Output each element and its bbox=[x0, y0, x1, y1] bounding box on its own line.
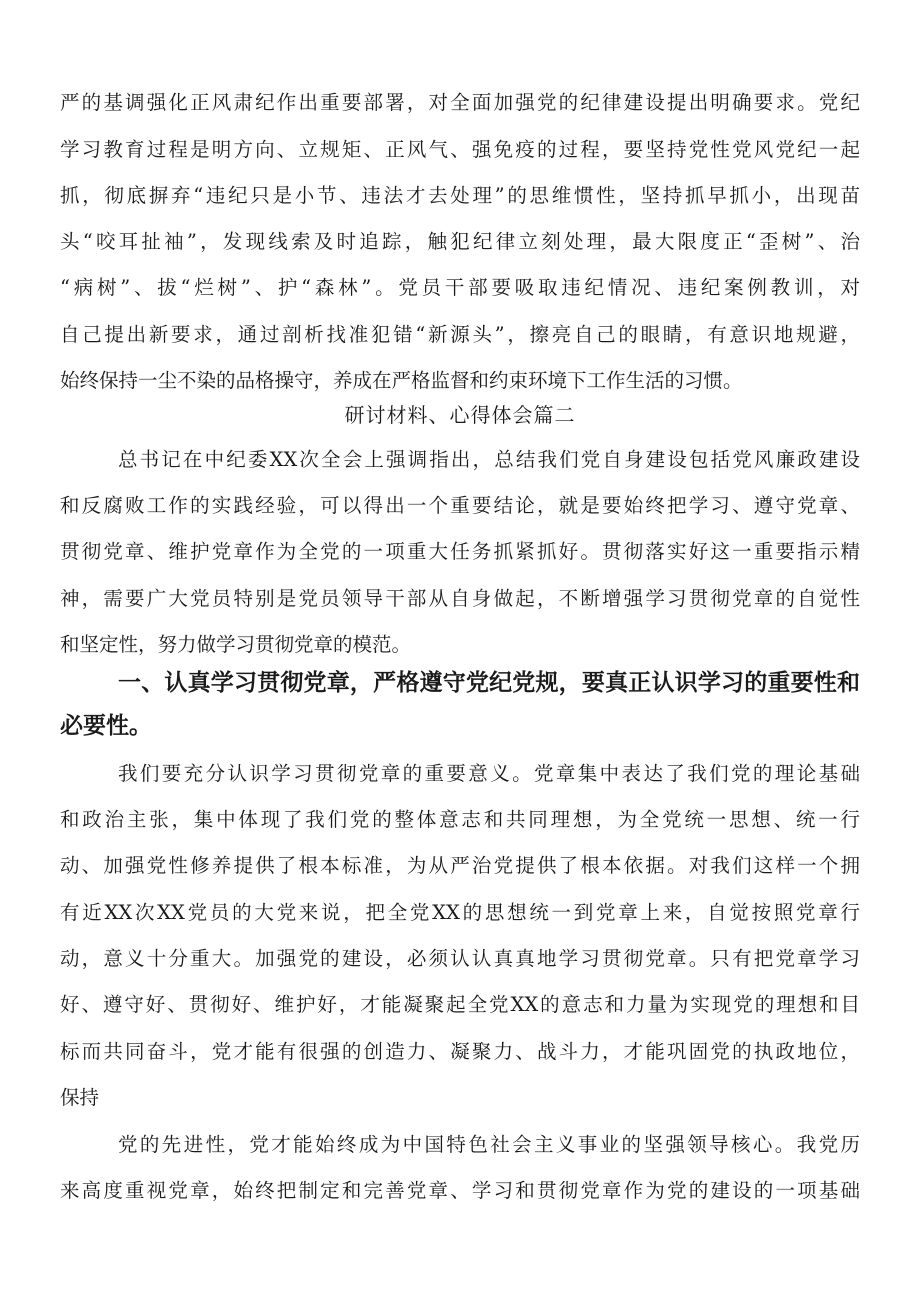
paragraph-line: 自己提出新要求，通过剖析找准犯错“新源头”，擦亮自己的眼睛，有意识地规避， bbox=[60, 323, 860, 346]
paragraph-line: 神，需要广大党员特别是党员领导干部从自身做起，不断增强学习贯彻党章的自觉性 bbox=[60, 587, 860, 610]
section-heading: 必要性。 bbox=[60, 713, 152, 739]
section-heading: 一、认真学习贯彻党章，严格遵守党纪党规，要真正认识学习的重要性和 bbox=[118, 670, 860, 696]
paragraph-line: 总书记在中纪委XX次全会上强调指出，总结我们党自身建设包括党风廉政建设 bbox=[118, 448, 860, 471]
paragraph-line: 动，意义十分重大。加强党的建设，必须认认真真地学习贯彻党章。只有把党章学习 bbox=[60, 947, 860, 970]
paragraph-line: “病树”、拔“烂树”、护“森林”。党员干部要吸取违纪情况、违纪案例教训，对 bbox=[60, 276, 860, 299]
paragraph-line: 严的基调强化正风肃纪作出重要部署，对全面加强党的纪律建设提出明确要求。党纪 bbox=[60, 91, 860, 114]
paragraph-line: 学习教育过程是明方向、立规矩、正风气、强免疫的过程，要坚持党性党风党纪一起 bbox=[60, 138, 860, 161]
paragraph-line: 好、遵守好、贯彻好、维护好，才能凝聚起全党XX的意志和力量为实现党的理想和目 bbox=[60, 993, 860, 1016]
paragraph-line: 头“咬耳扯袖”，发现线索及时追踪，触犯纪律立刻处理，最大限度正“歪树”、治 bbox=[60, 230, 860, 253]
paragraph-line: 有近XX次XX党员的大党来说，把全党XX的思想统一到党章上来，自觉按照党章行 bbox=[60, 901, 860, 924]
paragraph-line: 来高度重视党章，始终把制定和完善党章、学习和贯彻党章作为党的建设的一项基础 bbox=[60, 1179, 860, 1202]
paragraph-line: 动、加强党性修养提供了根本标准，为从严治党提供了根本依据。对我们这样一个拥 bbox=[60, 854, 860, 877]
paragraph-line: 贯彻党章、维护党章作为全党的一项重大任务抓紧抓好。贯彻落实好这一重要指示精 bbox=[60, 540, 860, 563]
paragraph-line: 抓，彻底摒弃“违纪只是小节、违法才去处理”的思维惯性，坚持抓早抓小，出现苗 bbox=[60, 184, 860, 207]
paragraph-line: 和政治主张，集中体现了我们党的整体意志和共同理想，为全党统一思想、统一行 bbox=[60, 808, 860, 831]
paragraph-line: 党的先进性，党才能始终成为中国特色社会主义事业的坚强领导核心。我党历 bbox=[118, 1133, 860, 1156]
paragraph-line: 保持 bbox=[60, 1086, 100, 1109]
paragraph-line: 和坚定性，努力做学习贯彻党章的模范。 bbox=[60, 633, 412, 656]
paragraph-line: 标而共同奋斗，党才能有很强的创造力、凝聚力、战斗力，才能巩固党的执政地位， bbox=[60, 1040, 860, 1063]
section-title: 研讨材料、心得体会篇二 bbox=[344, 403, 576, 427]
paragraph-line: 我们要充分认识学习贯彻党章的重要意义。党章集中表达了我们党的理论基础 bbox=[118, 762, 860, 785]
paragraph-line: 始终保持一尘不染的品格操守，养成在严格监督和约束环境下工作生活的习惯。 bbox=[60, 369, 743, 392]
paragraph-line: 和反腐败工作的实践经验，可以得出一个重要结论，就是要始终把学习、遵守党章、 bbox=[60, 494, 860, 517]
